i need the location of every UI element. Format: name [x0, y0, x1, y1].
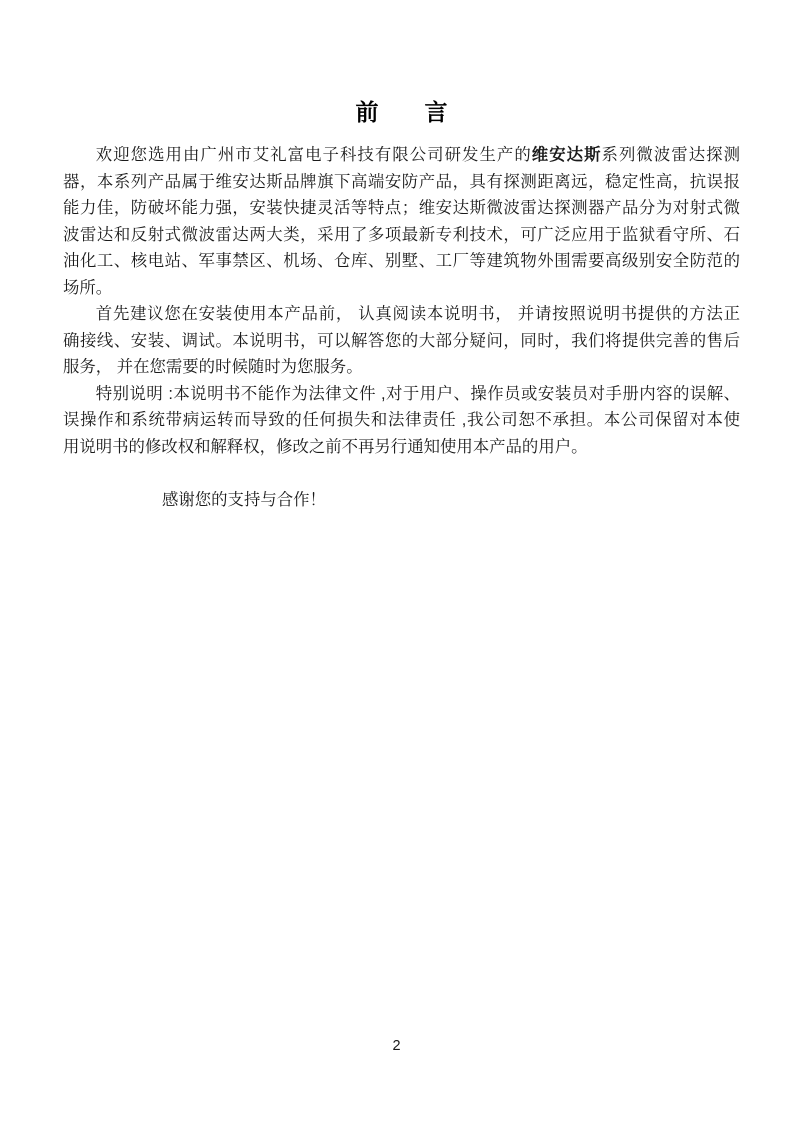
text-segment: 系列微波雷达探测: [601, 146, 741, 164]
text-segment: 用说明书的修改权和解释权，修改之前不再另行通知使用本产品的用户。: [63, 437, 588, 456]
paragraph: [63, 381, 740, 461]
text-line: [63, 434, 740, 461]
text-line: [63, 354, 740, 381]
text-line: [63, 301, 740, 328]
text-line: [63, 169, 740, 196]
text-line: [63, 142, 740, 169]
document-paragraphs: [63, 142, 740, 460]
bold-text: 维安达斯: [531, 146, 602, 164]
page-number: 2: [392, 1038, 401, 1054]
text-segment: 确接线、安装、调试。本说明书，可以解答您的大部分疑问，同时，我们将提供完善的售后: [63, 331, 740, 350]
closing-line: 感谢您的支持与合作！: [162, 491, 326, 509]
text-segment: 首先建议您在安装使用本产品前， 认真阅读本说明书， 并请按照说明书提供的方法正: [95, 305, 740, 323]
text-line: [63, 381, 740, 408]
text-segment: 油化工、核电站、军事禁区、机场、仓库、别墅、工厂等建筑物外围需要高级别安全防范的: [63, 252, 740, 270]
paragraph: [63, 142, 740, 301]
text-segment: 波雷达和反射式微波雷达两大类，采用了多项最新专利技术，可广泛应用于监狱看守所、石: [63, 225, 740, 244]
text-segment: 欢迎您选用由广州市艾礼富电子科技有限公司研发生产的: [95, 146, 532, 164]
text-line: [63, 407, 740, 434]
text-line: [63, 328, 740, 355]
text-segment: 能力佳，防破坏能力强，安装快捷灵活等特点；维安达斯微波雷达探测器产品分为对射式微: [63, 199, 740, 217]
text-line: [63, 248, 740, 275]
text-segment: 场所。: [63, 278, 113, 297]
text-segment: 误操作和系统带病运转而导致的任何损失和法律责任 ,我公司恕不承担。本公司保留对本使: [63, 411, 740, 429]
text-line: [63, 195, 740, 222]
text-segment: 服务， 并在您需要的时候随时为您服务。: [63, 358, 363, 376]
text-line: [63, 222, 740, 249]
text-segment: 特别说明 :本说明书不能作为法律文件 ,对于用户、操作员或安装员对手册内容的误解、: [95, 384, 740, 403]
paragraph: [63, 301, 740, 381]
text-line: [63, 275, 740, 302]
text-segment: 器，本系列产品属于维安达斯品牌旗下高端安防产品，具有探测距离远，稳定性高，抗误报: [63, 172, 740, 191]
document-body: [63, 97, 740, 514]
page-title: 前 言: [355, 99, 448, 125]
